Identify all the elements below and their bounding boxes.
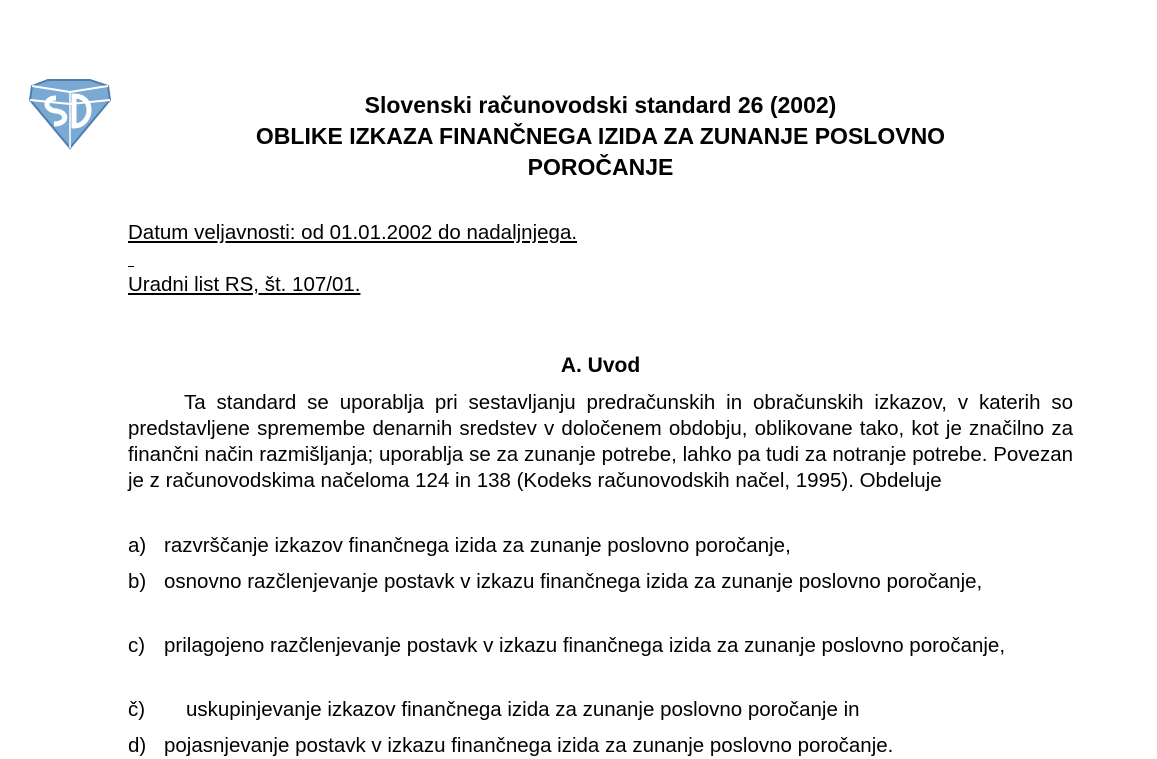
list-marker: d) xyxy=(128,734,147,757)
list-item-text: osnovno razčlenjevanje postavk v izkazu finančnega izida za zunanje poslovno poročanje, xyxy=(164,570,983,593)
list-marker: a) xyxy=(128,534,147,557)
list-item xyxy=(128,569,1073,595)
standard-name: Slovenski računovodski standard 26 (2002) xyxy=(364,92,837,118)
list-item xyxy=(128,697,1073,723)
slovenian-institute-of-auditors-logo xyxy=(26,78,112,150)
list-item xyxy=(128,733,1073,759)
list-marker: c) xyxy=(128,634,146,657)
validity-date: Datum veljavnosti: od 01.01.2002 do nadaljnjega. xyxy=(128,221,578,244)
list-item-text: prilagojeno razčlenjevanje postavk v izkazu finančnega izida za zunanje poslovno poročanje, xyxy=(164,634,1006,657)
list-item xyxy=(128,633,1073,659)
standard-subject-line-2: POROČANJE xyxy=(527,154,674,180)
list-item-text: razvrščanje izkazov finančnega izida za zunanje poslovno poročanje, xyxy=(164,534,791,557)
list-item-text: pojasnjevanje postavk v izkazu finančnega izida za zunanje poslovno poročanje. xyxy=(164,734,894,757)
list-item xyxy=(128,533,1073,559)
standard-subject-line-1: OBLIKE IZKAZA FINANČNEGA IZIDA ZA ZUNANJE POSLOVNO xyxy=(255,123,946,149)
list-marker: č) xyxy=(128,698,146,721)
intro-paragraph: Ta standard se uporablja pri sestavljanju predračunskih in obračunskih izkazov, v katerih so predstavljene spremembe denarnih sredstev v določenem obdobju, oblikovane tako, kot je značilno za finančni način razmišljanja; uporablja se za zunanje potrebe, lahko pa tudi za notranje potrebe. Povezan je z računovodskima načeloma 124 in 138 (Kodeks računovodskih načel, 1995). Obdeluje xyxy=(128,391,1073,492)
list-marker: b) xyxy=(128,570,147,593)
section-heading: A. Uvod xyxy=(560,354,641,377)
official-gazette-reference: Uradni list RS, št. 107/01. xyxy=(128,273,361,296)
list-item-text: uskupinjevanje izkazov finančnega izida za zunanje poslovno poročanje in xyxy=(186,698,860,721)
underline-mark xyxy=(128,266,134,267)
document-title xyxy=(128,90,1073,183)
